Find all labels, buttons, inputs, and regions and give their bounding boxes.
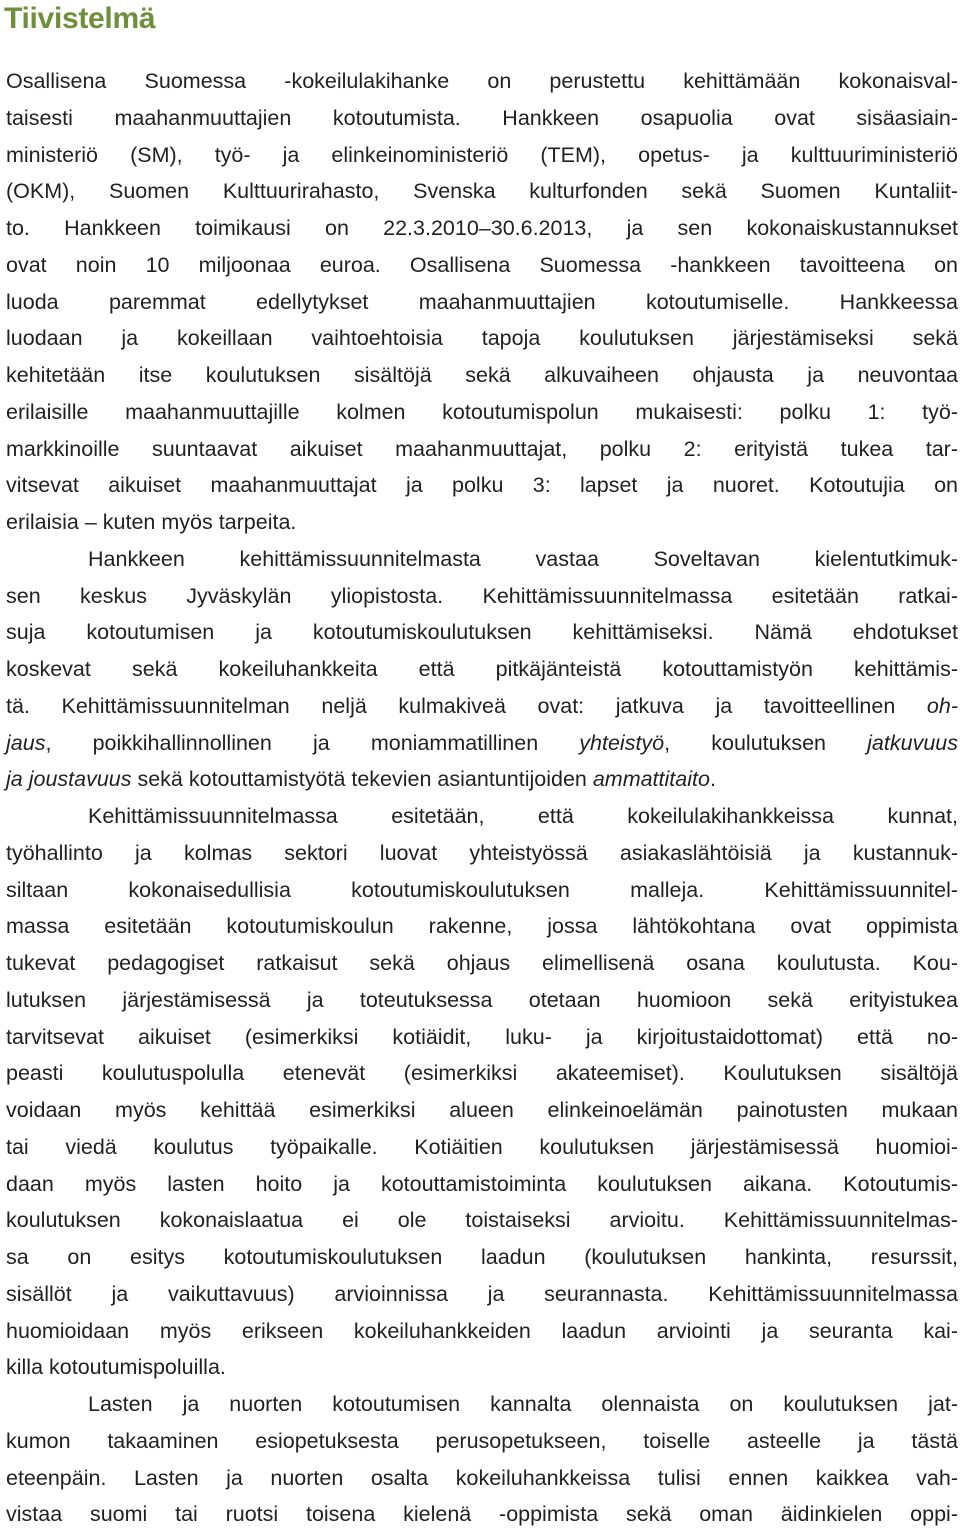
paragraph — [6, 541, 958, 798]
text-line — [6, 1276, 958, 1313]
text-line — [6, 1386, 958, 1423]
text-segment: peasti koulutuspolulla etenevät (esimerkiksi akateemiset). Koulutuksen sisältöjä — [6, 1061, 958, 1086]
text-line — [6, 872, 958, 909]
body-text — [6, 63, 958, 1533]
paragraph — [6, 63, 958, 541]
text-line — [6, 725, 958, 762]
text-segment: to. Hankkeen toimikausi on 22.3.2010–30.6.2013, ja sen kokonaiskustannukset — [6, 216, 958, 240]
text-line — [6, 1202, 958, 1239]
text-segment: erilaisille maahanmuuttajille kolmen kotoutumispolun mukaisesti: polku 1: työ- — [6, 399, 958, 424]
text-line — [6, 541, 958, 578]
text-line — [6, 835, 958, 872]
text-line — [6, 1496, 958, 1533]
text-line — [6, 1460, 958, 1497]
italic-text: ammattitaito — [592, 767, 710, 792]
text-line — [6, 247, 958, 284]
text-line — [6, 284, 958, 321]
text-line — [6, 63, 958, 100]
text-segment: sisällöt ja vaikuttavuus) arvioinnissa ja seurannasta. Kehittämissuunnitelmassa — [6, 1281, 958, 1306]
text-line — [6, 357, 958, 394]
text-segment: erilaisia – kuten myös tarpeita. — [6, 510, 297, 534]
text-line — [6, 798, 958, 835]
text-segment: Kehittämissuunnitelmassa esitetään, että kokeilulakihankkeissa kunnat, — [88, 804, 958, 828]
text-segment: kehitetään itse koulutuksen sisältöjä sekä alkuvaiheen ohjausta ja neuvontaa — [6, 363, 958, 387]
text-segment: tai viedä koulutus työpaikalle. Kotiäitien koulutuksen järjestämisessä huomioi- — [6, 1134, 958, 1159]
text-segment: vistaa suomi tai ruotsi toisena kielenä -oppimista sekä oman äidinkielen oppi- — [6, 1502, 958, 1527]
text-line — [6, 173, 958, 210]
text-line — [6, 761, 958, 798]
text-segment: suja kotoutumisen ja kotoutumiskoulutuksen kehittämiseksi. Nämä ehdotukset — [6, 620, 958, 645]
text-segment: vitsevat aikuiset maahanmuuttajat ja polku 3: lapset ja nuoret. Kotoutujia on — [6, 473, 958, 498]
text-line — [6, 945, 958, 982]
text-segment: kumon takaaminen esiopetuksesta perusopetukseen, toiselle asteelle ja tästä — [6, 1428, 958, 1453]
text-line — [6, 100, 958, 137]
text-segment: Lasten ja nuorten kotoutumisen kannalta olennaista on koulutuksen jat- — [88, 1392, 958, 1416]
page-heading: Tiivistelmä — [4, 2, 156, 35]
text-segment: killa kotoutumispoluilla. — [6, 1355, 226, 1380]
text-segment: (OKM), Suomen Kulttuurirahasto, Svenska kulturfonden sekä Suomen Kuntaliit- — [6, 179, 958, 204]
text-line — [6, 578, 958, 615]
text-line — [6, 908, 958, 945]
text-line — [6, 1349, 958, 1386]
text-line — [6, 1239, 958, 1276]
text-segment: markkinoille suuntaavat aikuiset maahanmuuttajat, polku 2: erityistä tukea tar- — [6, 436, 958, 461]
text-segment: , koulutuksen — [664, 730, 868, 755]
italic-text: ja joustavuus — [6, 767, 132, 792]
italic-text: yhteistyö — [579, 730, 665, 755]
text-line — [6, 431, 958, 468]
text-segment: daan myös lasten hoito ja kotouttamistoiminta koulutuksen aikana. Kotoutumis- — [6, 1171, 958, 1196]
text-segment: ovat noin 10 miljoonaa euroa. Osallisena Suomessa -hankkeen tavoitteena on — [6, 252, 958, 277]
text-segment: lutuksen järjestämisessä ja toteutuksessa otetaan huomioon sekä erityistukea — [6, 987, 958, 1012]
text-segment: ministeriö (SM), työ- ja elinkeinoministeriö (TEM), opetus- ja kulttuuriministeriö — [6, 142, 958, 167]
text-line — [6, 982, 958, 1019]
text-segment: tukevat pedagogiset ratkaisut sekä ohjaus elimellisenä osana koulutusta. Kou- — [6, 951, 958, 975]
text-segment: voidaan myös kehittää esimerkiksi alueen elinkeinoelämän painotusten mukaan — [6, 1098, 958, 1122]
text-line — [6, 504, 958, 541]
text-line — [6, 1055, 958, 1092]
text-segment: , poikkihallinnollinen ja moniammatillinen — [45, 730, 580, 755]
text-segment: sen keskus Jyväskylän yliopistosta. Kehittämissuunnitelmassa esitetään ratkai- — [6, 583, 958, 608]
text-segment: eteenpäin. Lasten ja nuorten osalta kokeiluhankkeissa tulisi ennen kaikkea vah- — [6, 1465, 958, 1490]
text-line — [6, 467, 958, 504]
text-segment: koskevat sekä kokeiluhankkeita että pitkäjänteistä kotouttamistyön kehittämis- — [6, 657, 958, 681]
text-segment: työhallinto ja kolmas sektori luovat yhteistyössä asiakaslähtöisiä ja kustannuk- — [6, 840, 958, 865]
text-line — [6, 210, 958, 247]
text-segment: tä. Kehittämissuunnitelman neljä kulmakiveä ovat: jatkuva ja tavoitteellinen — [6, 693, 927, 718]
text-line — [6, 651, 958, 688]
text-line — [6, 1092, 958, 1129]
italic-text: jaus — [6, 730, 46, 755]
paragraph — [6, 1386, 958, 1533]
text-segment: massa esitetään kotoutumiskoulun rakenne, jossa lähtökohtana ovat oppimista — [6, 914, 958, 939]
text-segment: Osallisena Suomessa -kokeilulakihanke on perustettu kehittämään kokonaisval- — [6, 69, 958, 93]
text-line — [6, 320, 958, 357]
text-line — [6, 1423, 958, 1460]
text-segment: tarvitsevat aikuiset (esimerkiksi kotiäidit, luku- ja kirjoitustaidottomat) että no- — [6, 1024, 958, 1049]
text-segment: huomioidaan myös erikseen kokeiluhankkeiden laadun arviointi ja seuranta kai- — [6, 1318, 958, 1343]
text-segment: koulutuksen kokonaislaatua ei ole toistaiseksi arvioitu. Kehittämissuunnitelmas- — [6, 1208, 958, 1233]
text-segment: sa on esitys kotoutumiskoulutuksen laadun (koulutuksen hankinta, resurssit, — [6, 1245, 958, 1269]
text-line — [6, 137, 958, 174]
text-line — [6, 1129, 958, 1166]
italic-text: oh- — [926, 693, 958, 718]
paragraph — [6, 798, 958, 1386]
text-line — [6, 1313, 958, 1350]
text-segment: luodaan ja kokeillaan vaihtoehtoisia tapoja koulutuksen järjestämiseksi sekä — [6, 326, 958, 351]
text-line — [6, 1019, 958, 1056]
text-segment: luoda paremmat edellytykset maahanmuuttajien kotoutumiselle. Hankkeessa — [6, 289, 958, 314]
text-segment: siltaan kokonaisedullisia kotoutumiskoulutuksen malleja. Kehittämissuunnitel- — [6, 877, 958, 902]
text-line — [6, 394, 958, 431]
text-segment: sekä kotouttamistyötä tekevien asiantuntijoiden — [131, 767, 593, 792]
text-line — [6, 614, 958, 651]
italic-text: jatkuvuus — [867, 730, 958, 755]
text-segment: Hankkeen kehittämissuunnitelmasta vastaa Soveltavan kielentutkimuk- — [88, 546, 958, 571]
text-segment: taisesti maahanmuuttajien kotoutumista. Hankkeen osapuolia ovat sisäasiain- — [6, 105, 958, 130]
text-line — [6, 1166, 958, 1203]
text-segment: . — [709, 767, 716, 792]
text-line — [6, 688, 958, 725]
